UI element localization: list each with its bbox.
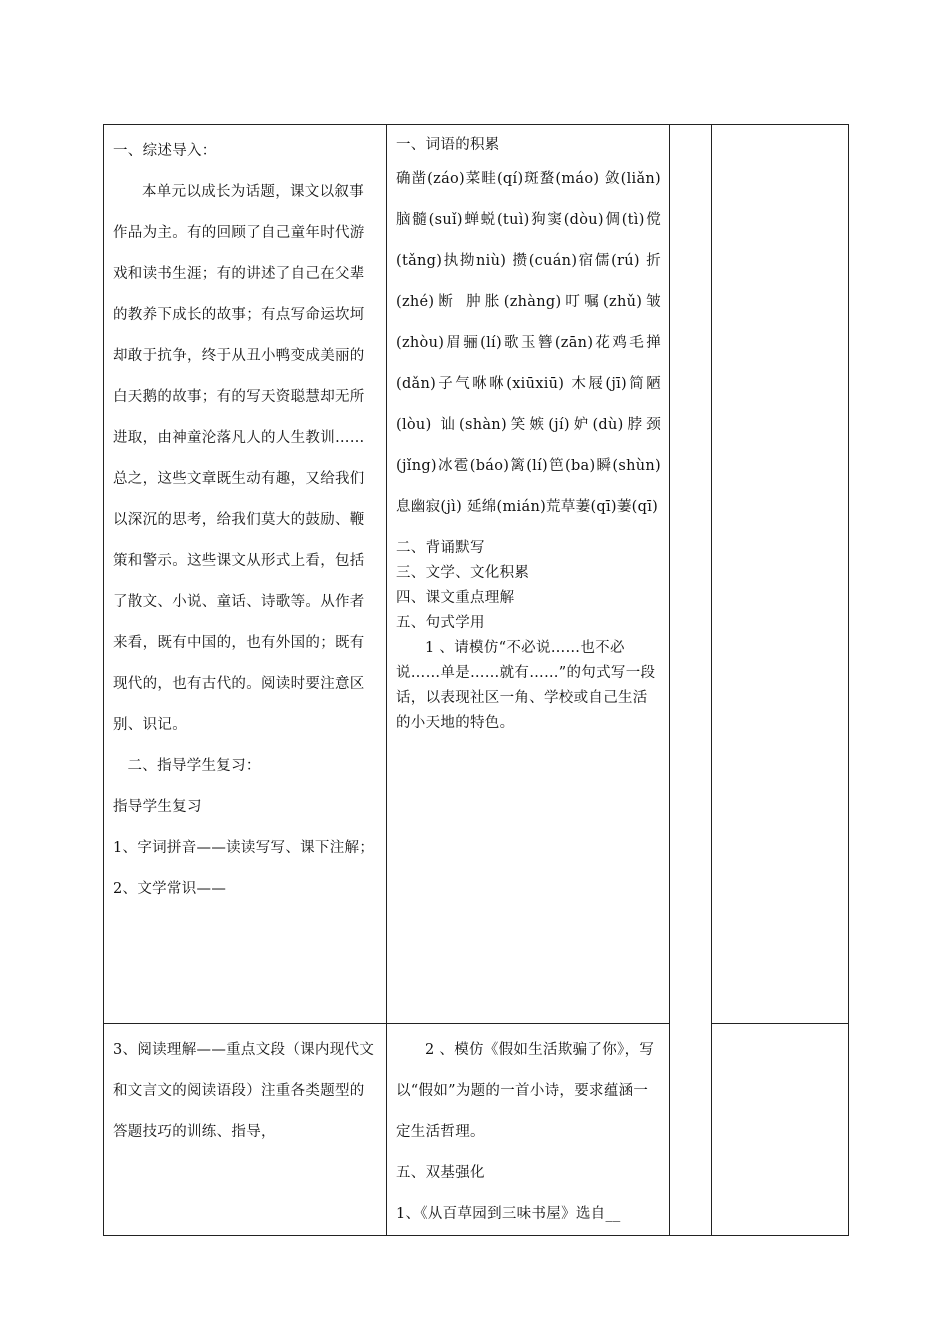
exercise-item: 1 、请模仿“不必说……也不必说……单是……就有……”的句式写一段话，以表现社区一角、学校或自己生活的小天地的特色。 xyxy=(396,640,656,731)
section-heading: 五、双基强化 xyxy=(396,1165,485,1181)
question-item: 1、《从百草园到三味书屋》选自__ xyxy=(396,1206,621,1222)
intro-paragraph: 本单元以成长为话题，课文以叙事作品为主。有的回顾了自己童年时代游戏和读书生涯；有的讲述了自己在父辈的教养下成长的故事；有点写命运坎坷却敢于抗争，终于从丑小鸭变成美丽的白天鹅的故事；有的写天资聪慧却无所进取，由神童沦落凡人的人生教训……总之，这些文章既生动有趣，又给我们以深沉的思考，给我们莫大的鼓励、鞭策和警示。这些课文从形式上看，包括了散文、小说、童话、诗歌等。从作者来看，既有中国的，也有外国的；既有现代的，也有古代的。阅读时要注意区别、识记。 xyxy=(113,184,365,733)
notes-cell xyxy=(712,125,849,1024)
student-activity-cell xyxy=(387,1024,670,1236)
teaching-content-cell xyxy=(104,1024,387,1236)
lesson-plan-table xyxy=(103,124,849,1236)
table-row xyxy=(104,1024,849,1236)
blank-column-cell xyxy=(670,125,712,1236)
student-activity-cell xyxy=(387,125,670,1024)
review-item: 指导学生复习 xyxy=(113,799,202,815)
section-heading: 二、背诵默写 xyxy=(396,540,485,556)
review-item: 1、字词拼音——读读写写、课下注解； xyxy=(113,840,375,856)
exercise-item: 2 、模仿《假如生活欺骗了你》，写以“假如”为题的一首小诗，要求蕴涵一定生活哲理。 xyxy=(396,1042,655,1140)
teaching-content-cell xyxy=(104,125,387,1024)
notes-cell xyxy=(712,1024,849,1236)
reading-item: 3、阅读理解——重点文段（课内现代文和文言文的阅读语段）注重各类题型的答题技巧的训练、指导， xyxy=(113,1042,375,1140)
section-heading: 三、文学、文化积累 xyxy=(396,565,530,581)
section-heading: 五、句式学用 xyxy=(396,615,485,631)
section-heading: 一、综述导入： xyxy=(113,143,217,159)
section-heading: 二、指导学生复习： xyxy=(127,758,261,774)
vocabulary-pinyin-list: 确凿(záo)菜畦(qí)斑蝥(máo) 敛(liǎn) 脑髓(suǐ)蝉蜕(tuì)狗窦(dòu)倜(tì)傥(tǎng)执拗niù) 攒(cuán)宿儒(rú) 折(zhé)断 肿胀(zhàng)叮嘱(zhǔ)皱(zhòu)眉骊(lí)歌玉簪(zān)花鸡毛掸(dǎn)子气咻咻(xiūxiū) 木屐(jī)简陋(lòu) 讪(shàn)笑嫉(jí)妒(dù)脖颈(jǐng)冰雹(báo)篱(lí)笆(ba)瞬(shùn)息幽寂(jì) 延绵(mián)荒草萋(qī)萋(qī) xyxy=(396,171,661,515)
section-heading: 一、词语的积累 xyxy=(396,137,500,153)
section-heading: 四、课文重点理解 xyxy=(396,590,515,606)
review-item: 2、文学常识—— xyxy=(113,881,227,897)
table-row xyxy=(104,125,849,1024)
